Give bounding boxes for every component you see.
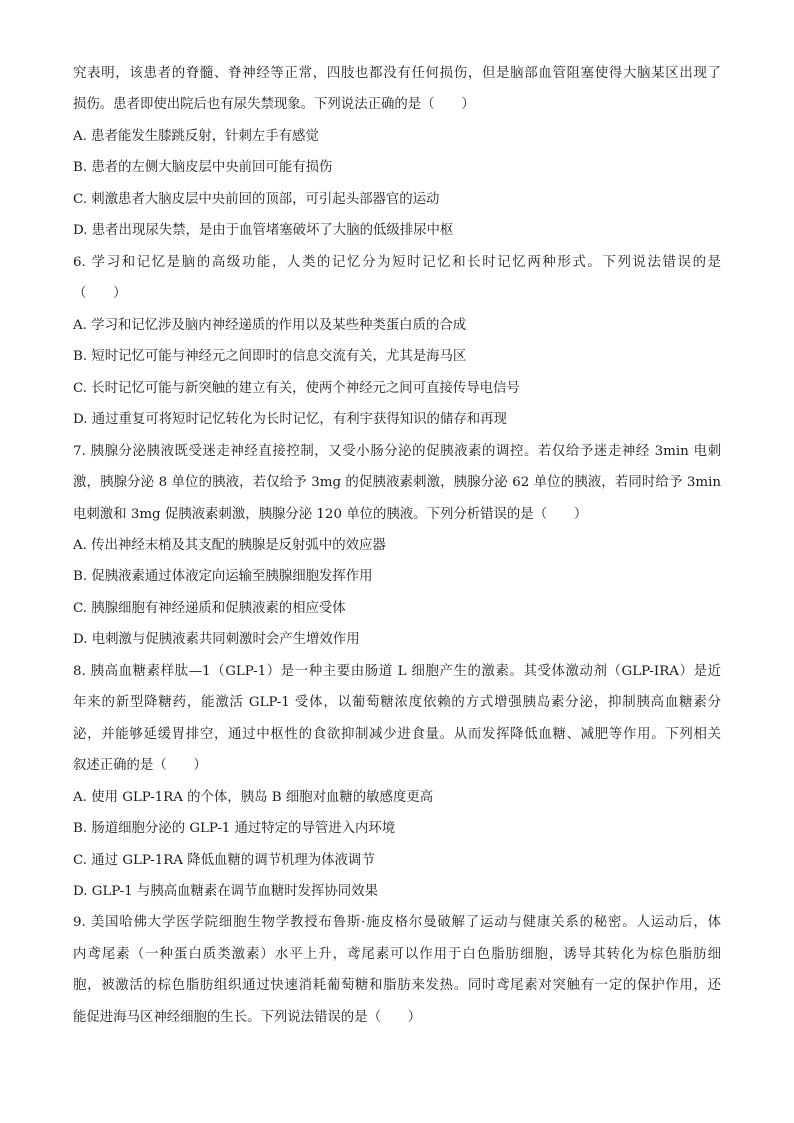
q6-option-c: C. 长时记忆可能与新突触的建立有关，使两个神经元之间可直接传导电信号: [73, 381, 520, 396]
q7-stem-line-2: 激，胰腺分泌 8 单位的胰液，若仅给予 3mg 的促胰液素刺激，胰腺分泌 62 单位的胰液，若同时给予 3min: [73, 475, 721, 490]
q7-option-b: B. 促胰液素通过体液定向运输至胰腺细胞发挥作用: [73, 569, 373, 584]
q9-stem-line-2: 内鸢尾素（一种蛋白质类激素）水平上升，鸢尾素可以作用于白色脂肪细胞，诱导其转化为棕色脂肪细: [73, 947, 721, 962]
q8-option-d: D. GLP-1 与胰高血糖素在调节血糖时发挥协同效果: [73, 884, 378, 899]
q7-option-a: A. 传出神经末梢及其支配的胰腺是反射弧中的效应器: [73, 538, 386, 553]
q9-stem-line-4: 能促进海马区神经细胞的生长。下列说法错误的是（ ）: [73, 1010, 422, 1025]
q5-option-c: C. 刺激患者大脑皮层中央前回的顶部，可引起头部器官的运动: [73, 192, 440, 207]
q6-stem-line-1: 6. 学习和记忆是脑的高级功能，人类的记忆分为短时记忆和长时记忆两种形式。下列说法错误的是: [73, 255, 721, 270]
q5-stem-line-1: 究表明，该患者的脊髓、脊神经等正常，四肢也都没有任何损伤，但是脑部血管阻塞使得大脑某区出现了: [73, 66, 721, 81]
q6-option-a: A. 学习和记忆涉及脑内神经递质的作用以及某些种类蛋白质的合成: [73, 318, 467, 333]
q8-option-c: C. 通过 GLP-1RA 降低血糖的调节机理为体液调节: [73, 853, 375, 868]
q9-stem-line-3: 胞，被激活的棕色脂肪组织通过快速消耗葡萄糖和脂肪来发热。同时鸢尾素对突触有一定的保护作用，还: [73, 978, 721, 993]
q7-stem-line-1: 7. 胰腺分泌胰液既受迷走神经直接控制，又受小肠分泌的促胰液素的调控。若仅给予迷走神经 3min 电刺: [73, 444, 721, 459]
q8-option-a: A. 使用 GLP-1RA 的个体，胰岛 B 细胞对血糖的敏感度更高: [73, 790, 434, 805]
q7-option-d: D. 电刺激与促胰液素共同刺激时会产生增效作用: [73, 632, 360, 647]
q5-option-d: D. 患者出现尿失禁，是由于血管堵塞破坏了大脑的低级排尿中枢: [73, 223, 454, 238]
q6-option-b: B. 短时记忆可能与神经元之间即时的信息交流有关，尤其是海马区: [73, 349, 467, 364]
q9-stem-line-1: 9. 美国哈佛大学医学院细胞生物学教授布鲁斯·施皮格尔曼破解了运动与健康关系的秘密。人运动后，体: [73, 915, 721, 930]
q8-stem-line-1: 8. 胰高血糖素样肽—1（GLP-1）是一种主要由肠道 L 细胞产生的激素。其受体激动剂（GLP-IRA）是近: [73, 664, 721, 679]
q8-option-b: B. 肠道细胞分泌的 GLP-1 通过特定的导管进入内环境: [73, 821, 396, 836]
q8-stem-line-4: 叙述正确的是（ ）: [73, 758, 207, 773]
q5-stem-line-2: 损伤。患者即使出院后也有尿失禁现象。下列说法正确的是（ ）: [73, 97, 475, 112]
q5-option-a: A. 患者能发生膝跳反射，针刺左手有感觉: [73, 129, 319, 144]
q5-option-b: B. 患者的左侧大脑皮层中央前回可能有损伤: [73, 160, 333, 175]
q8-stem-line-2: 年来的新型降糖药，能激活 GLP-1 受体，以葡萄糖浓度依赖的方式增强胰岛素分泌，抑制胰高血糖素分: [73, 695, 721, 710]
q7-option-c: C. 胰腺细胞有神经递质和促胰液素的相应受体: [73, 601, 346, 616]
q6-stem-line-2: （ ）: [73, 286, 127, 301]
q8-stem-line-3: 泌，并能够延缓胃排空，通过中枢性的食欲抑制减少进食量。从而发挥降低血糖、减肥等作用。下列相关: [73, 727, 721, 742]
q6-option-d: D. 通过重复可将短时记忆转化为长时记忆，有利宇获得知识的储存和再现: [73, 412, 507, 427]
q7-stem-line-3: 电刺激和 3mg 促胰液素刺激，胰腺分泌 120 单位的胰液。下列分析错误的是（ ）: [73, 507, 588, 522]
